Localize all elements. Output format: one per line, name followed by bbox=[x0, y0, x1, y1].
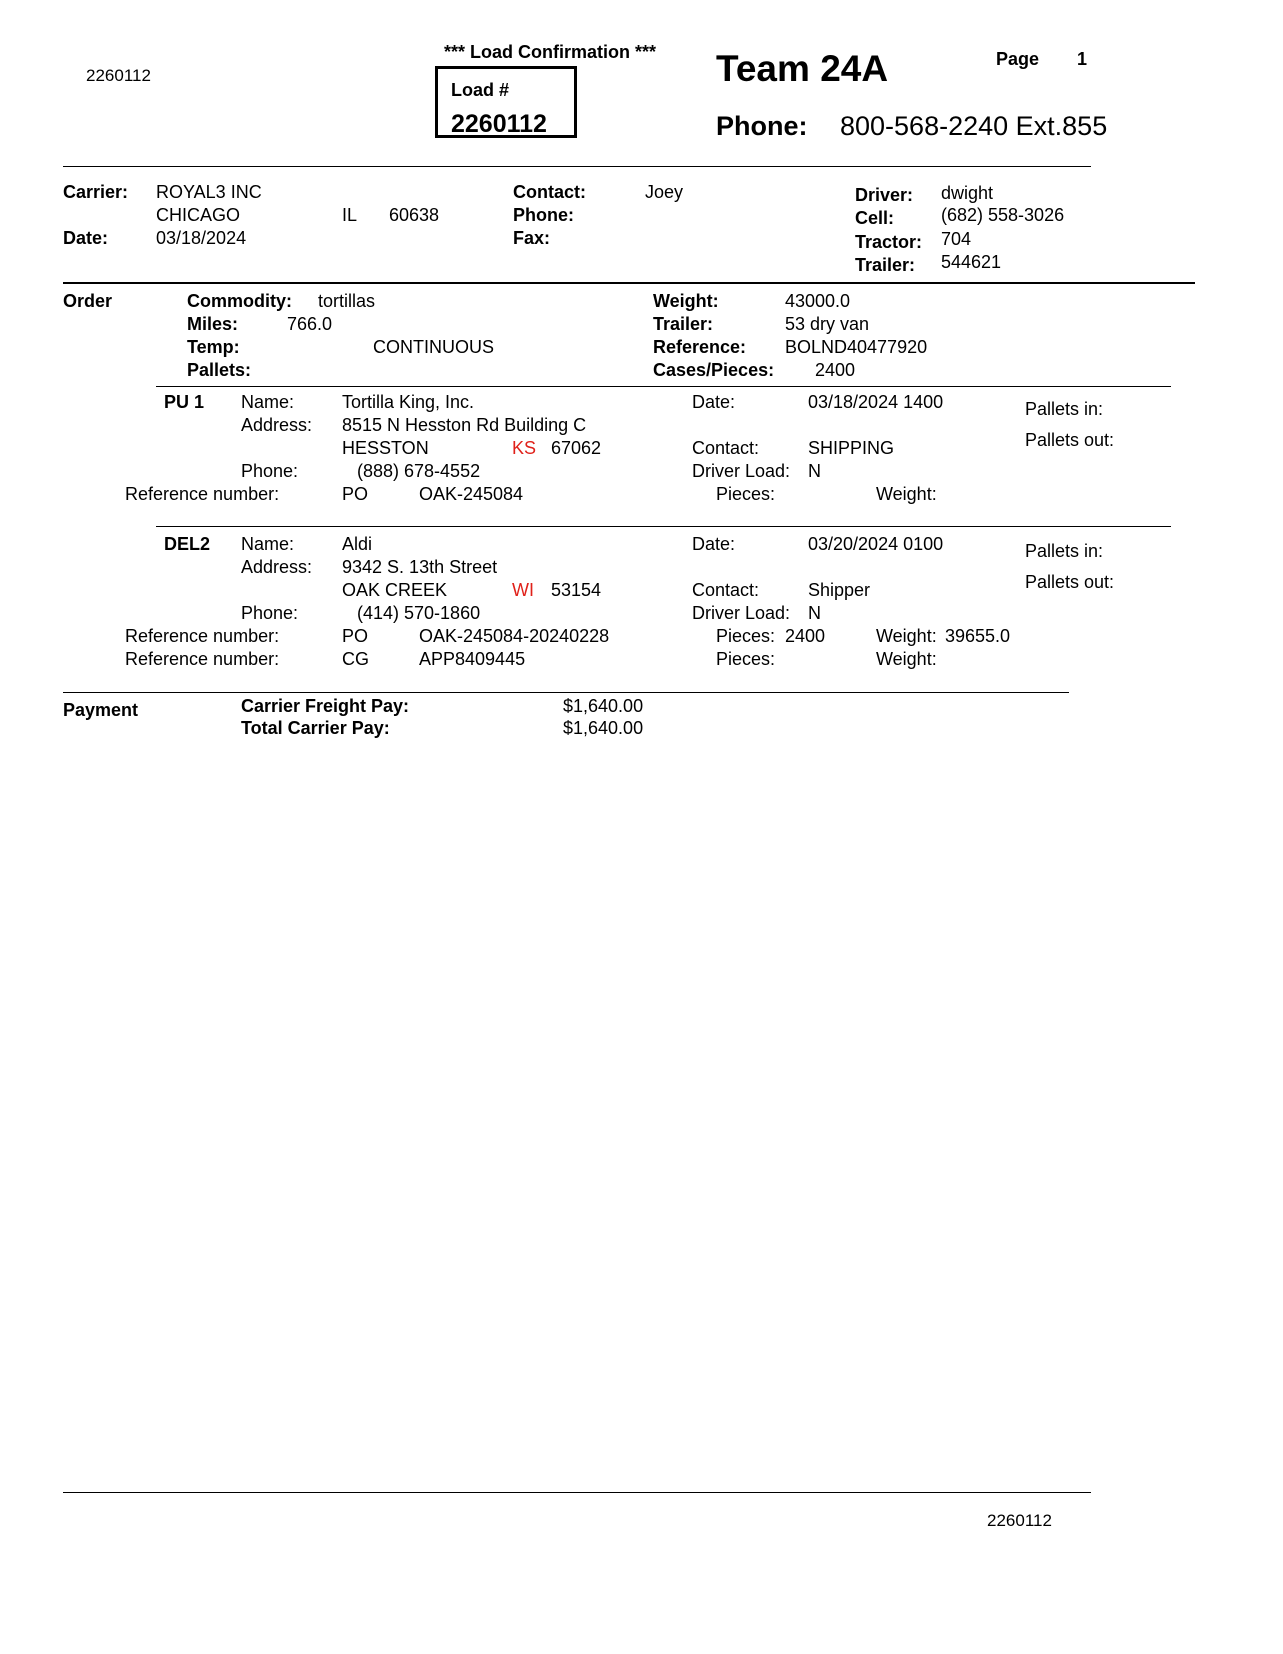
load-confirmation-banner: *** Load Confirmation *** bbox=[444, 42, 657, 62]
cases-pieces-value: 2400 bbox=[815, 360, 856, 380]
reference-type: PO bbox=[342, 626, 369, 646]
fax-label: Fax: bbox=[513, 228, 551, 248]
stop-name: Tortilla King, Inc. bbox=[342, 392, 475, 412]
temp-value: CONTINUOUS bbox=[373, 337, 494, 357]
weight-value: 43000.0 bbox=[785, 291, 851, 311]
dispatch-phone: 800-568-2240 Ext.855 bbox=[840, 111, 1108, 141]
driver-load-label: Driver Load: bbox=[692, 461, 791, 481]
reference-number: OAK-245084-20240228 bbox=[419, 626, 610, 646]
driver-cell: (682) 558-3026 bbox=[941, 205, 1065, 225]
page-label: Page bbox=[996, 49, 1040, 69]
ref-weight-value: 39655.0 bbox=[945, 626, 1011, 646]
pieces-value: 2400 bbox=[785, 626, 826, 646]
stop-contact: SHIPPING bbox=[808, 438, 895, 458]
miles-label: Miles: bbox=[187, 314, 239, 334]
tractor-number: 704 bbox=[941, 229, 972, 249]
reference-number-label: Reference number: bbox=[125, 626, 280, 646]
order-label: Order bbox=[63, 291, 113, 311]
stop-code: PU 1 bbox=[164, 392, 205, 412]
reference-type: PO bbox=[342, 484, 369, 504]
divider bbox=[63, 166, 1091, 167]
pallets-out-label: Pallets out: bbox=[1025, 572, 1115, 592]
load-number-label: Load # bbox=[451, 80, 510, 100]
commodity-label: Commodity: bbox=[187, 291, 292, 311]
order-trailer-label: Trailer: bbox=[653, 314, 714, 334]
ref-weight-label: Weight: bbox=[876, 484, 937, 504]
reference-type: CG bbox=[342, 649, 369, 669]
stop-address-label: Address: bbox=[241, 557, 313, 577]
stop-zip: 53154 bbox=[551, 580, 602, 600]
reference-number: OAK-245084 bbox=[419, 484, 524, 504]
stop-date: 03/18/2024 1400 bbox=[808, 392, 944, 412]
date-label: Date: bbox=[63, 228, 109, 248]
stop-city: OAK CREEK bbox=[342, 580, 448, 600]
footer-divider bbox=[63, 1492, 1091, 1493]
pallets-label: Pallets: bbox=[187, 360, 252, 380]
team-name: Team 24A bbox=[716, 48, 889, 89]
stop-state: KS bbox=[512, 438, 537, 458]
payment-label: Payment bbox=[63, 700, 139, 720]
carrier-phone-label: Phone: bbox=[513, 205, 574, 225]
reference-number-label: Reference number: bbox=[125, 484, 280, 504]
cases-pieces-label: Cases/Pieces: bbox=[653, 360, 775, 380]
reference-number-label: Reference number: bbox=[125, 649, 280, 669]
divider bbox=[63, 692, 1069, 693]
pallets-in-label: Pallets in: bbox=[1025, 399, 1104, 419]
total-carrier-pay: $1,640.00 bbox=[563, 718, 644, 738]
stop-city: HESSTON bbox=[342, 438, 429, 458]
ref-weight-label: Weight: bbox=[876, 626, 937, 646]
stop-date: 03/20/2024 0100 bbox=[808, 534, 944, 554]
document-code-top: 2260112 bbox=[86, 66, 151, 85]
trailer-number: 544621 bbox=[941, 252, 1002, 272]
ref-weight-label: Weight: bbox=[876, 649, 937, 669]
stop-address-label: Address: bbox=[241, 415, 313, 435]
driver-load-value: N bbox=[808, 603, 821, 623]
pieces-label: Pieces: bbox=[716, 484, 776, 504]
miles-value: 766.0 bbox=[287, 314, 333, 334]
phone-label: Phone: bbox=[716, 111, 808, 141]
tractor-label: Tractor: bbox=[855, 232, 923, 252]
document-code-bottom: 2260112 bbox=[987, 1511, 1052, 1530]
stop-address: 9342 S. 13th Street bbox=[342, 557, 498, 577]
pallets-out-label: Pallets out: bbox=[1025, 430, 1115, 450]
stop-address: 8515 N Hesston Rd Building C bbox=[342, 415, 587, 435]
stop-name-label: Name: bbox=[241, 392, 295, 412]
driver-load-value: N bbox=[808, 461, 821, 481]
carrier-zip: 60638 bbox=[389, 205, 440, 225]
stop-name-label: Name: bbox=[241, 534, 295, 554]
stop-phone: (414) 570-1860 bbox=[357, 603, 481, 623]
stop-zip: 67062 bbox=[551, 438, 602, 458]
stop-contact: Shipper bbox=[808, 580, 871, 600]
cell-label: Cell: bbox=[855, 208, 895, 228]
pieces-label: Pieces: bbox=[716, 626, 776, 646]
carrier-state: IL bbox=[342, 205, 358, 225]
pallets-in-label: Pallets in: bbox=[1025, 541, 1104, 561]
pieces-label: Pieces: bbox=[716, 649, 776, 669]
stop-contact-label: Contact: bbox=[692, 438, 760, 458]
driver-name: dwight bbox=[941, 183, 994, 203]
stop-state: WI bbox=[512, 580, 534, 600]
stop-date-label: Date: bbox=[692, 392, 736, 412]
contact-label: Contact: bbox=[513, 182, 586, 202]
carrier-city: CHICAGO bbox=[156, 205, 241, 225]
stop-phone: (888) 678-4552 bbox=[357, 461, 481, 481]
driver-label: Driver: bbox=[855, 185, 914, 205]
stop-code: DEL2 bbox=[164, 534, 211, 554]
total-carrier-pay-label: Total Carrier Pay: bbox=[241, 718, 390, 738]
stop-date-label: Date: bbox=[692, 534, 736, 554]
reference-label: Reference: bbox=[653, 337, 747, 357]
weight-label: Weight: bbox=[653, 291, 719, 311]
divider bbox=[156, 386, 1171, 387]
carrier-name: ROYAL3 INC bbox=[156, 182, 262, 202]
divider bbox=[63, 282, 1195, 284]
stop-phone-label: Phone: bbox=[241, 461, 299, 481]
carrier-label: Carrier: bbox=[63, 182, 129, 202]
load-number: 2260112 bbox=[451, 110, 547, 138]
reference-number: APP8409445 bbox=[419, 649, 526, 669]
carrier-date: 03/18/2024 bbox=[156, 228, 247, 248]
carrier-trailer-label: Trailer: bbox=[855, 255, 916, 275]
temp-label: Temp: bbox=[187, 337, 240, 357]
page-number: 1 bbox=[1077, 49, 1088, 69]
divider bbox=[156, 526, 1171, 527]
stop-name: Aldi bbox=[342, 534, 373, 554]
stop-phone-label: Phone: bbox=[241, 603, 299, 623]
carrier-contact: Joey bbox=[645, 182, 684, 202]
carrier-freight-pay: $1,640.00 bbox=[563, 696, 644, 716]
driver-load-label: Driver Load: bbox=[692, 603, 791, 623]
order-trailer-value: 53 dry van bbox=[785, 314, 870, 334]
reference-value: BOLND40477920 bbox=[785, 337, 928, 357]
carrier-freight-pay-label: Carrier Freight Pay: bbox=[241, 696, 410, 716]
stop-contact-label: Contact: bbox=[692, 580, 760, 600]
commodity-value: tortillas bbox=[318, 291, 376, 311]
